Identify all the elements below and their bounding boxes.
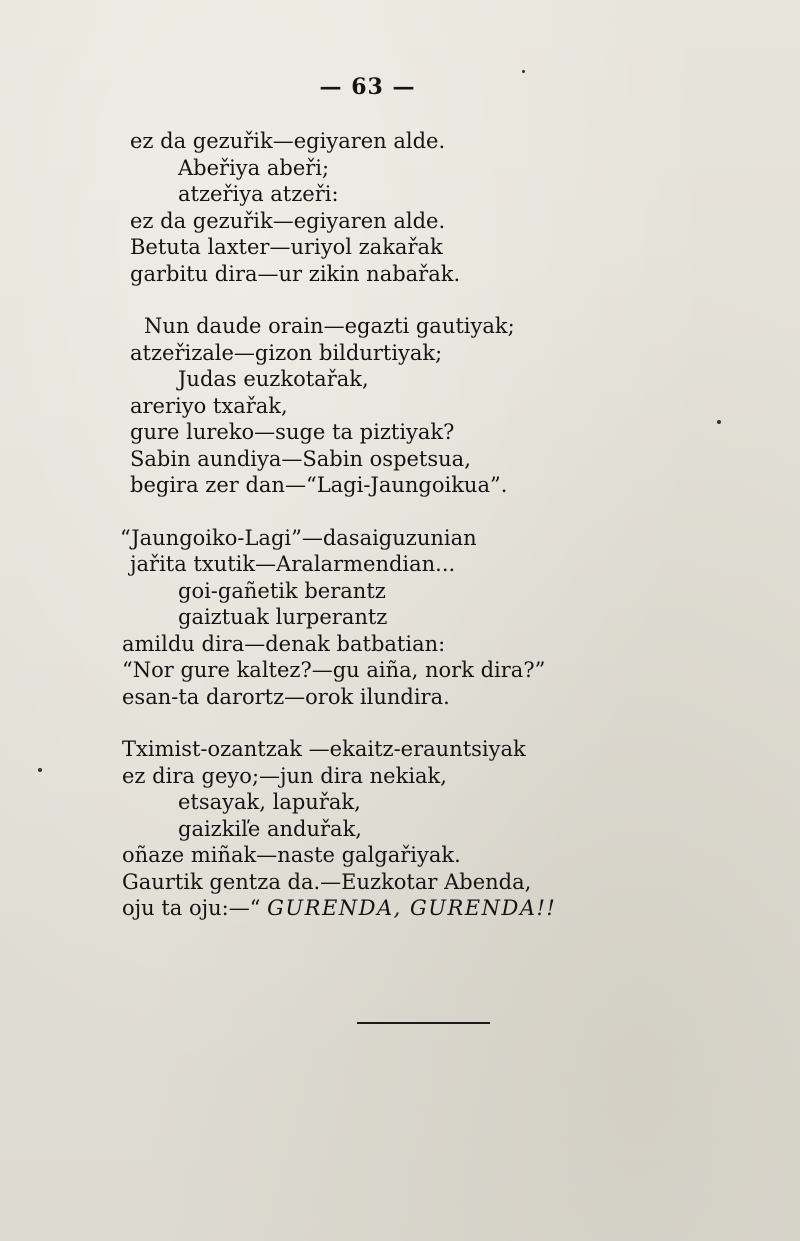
closing-line-text: oju ta oju:—“	[122, 896, 268, 920]
poem-line: ez da gezuřik—egiyaren alde.	[130, 208, 446, 233]
poem-line: oñaze miñak—naste galgařiyak.	[122, 843, 461, 867]
paper-speck	[717, 420, 721, 424]
stanza-3	[120, 525, 690, 711]
poem-line: Judas euzkotařak,	[178, 367, 369, 391]
paper-speck	[522, 70, 525, 73]
stanza-separator	[130, 710, 690, 736]
poem-line: ez da gezuřik—egiyaren alde.	[130, 129, 446, 153]
poem-line: goi-gañetik berantz	[178, 578, 386, 603]
stanza-separator	[130, 287, 690, 313]
poem-line: Sabin aundiya—Sabin ospetsua,	[130, 446, 471, 471]
poem-line: Gaurtik gentza da.—Euzkotar Abenda,	[122, 869, 532, 894]
closing-exclamation: GURENDA, GURENDA!!	[267, 896, 557, 920]
poem-line: gaizkiľe anduřak,	[178, 816, 362, 841]
poem-line: Nun daude orain—egazti gautiyak;	[144, 314, 515, 338]
poem-line: gure lureko—suge ta piztiyak?	[130, 420, 455, 444]
poem-line: jařita txutik—Aralarmendian...	[130, 552, 456, 576]
poem-line: areriyo txařak,	[130, 393, 288, 418]
poem-line: garbitu dira—ur zikin nabařak.	[130, 261, 461, 286]
stanza-2	[130, 313, 690, 499]
poem-line: Abeřiya abeři;	[178, 155, 330, 180]
end-rule	[357, 1022, 490, 1024]
stanza-separator	[130, 499, 690, 525]
stanza-1	[130, 128, 690, 287]
poem-line: ez dira geyo;—jun dira nekiak,	[122, 763, 447, 788]
poem-line: etsayak, lapuřak,	[178, 790, 361, 814]
poem-line: begira zer dan—“Lagi-Jaungoikua”.	[130, 473, 508, 497]
poem-line: atzeřizale—gizon bildurtiyak;	[130, 340, 443, 365]
stanza-4	[122, 736, 690, 922]
poem-line: Tximist-ozantzak —ekaitz-erauntsiyak	[122, 737, 526, 761]
poem-line	[122, 895, 690, 922]
poem-line: “Nor gure kaltez?—gu aiña, nork dira?”	[122, 658, 546, 682]
poem-line: gaiztuak lurperantz	[178, 605, 388, 629]
poem-line: esan-ta darortz—orok ilundira.	[122, 684, 450, 709]
poem-line: atzeřiya atzeři:	[178, 182, 339, 206]
paper-speck	[38, 768, 42, 772]
poem-line: amildu dira—denak batbatian:	[122, 631, 446, 656]
poem-line: “Jaungoiko-Lagi”—dasaiguzunian	[120, 525, 477, 550]
poem	[120, 128, 690, 922]
poem-line: Betuta laxter—uriyol zakařak	[130, 235, 443, 259]
page-number: — 63 —	[319, 74, 416, 100]
